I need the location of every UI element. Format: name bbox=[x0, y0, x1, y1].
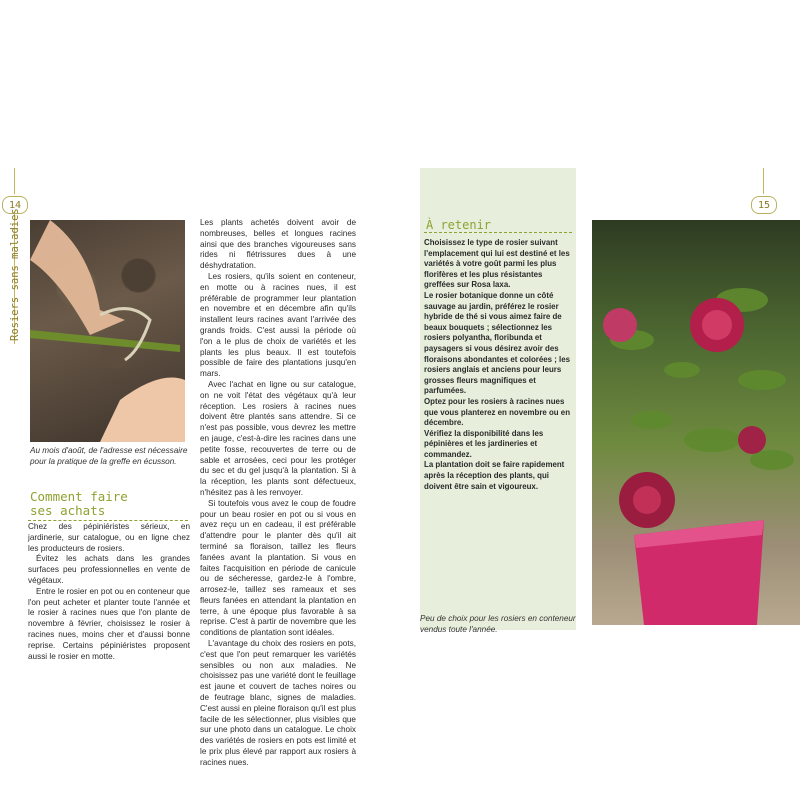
rose-photo-illustration bbox=[592, 220, 800, 625]
retenir-title: À retenir bbox=[426, 218, 492, 232]
graft-photo bbox=[30, 220, 185, 442]
section-title-rule bbox=[28, 520, 188, 521]
graft-photo-caption: Au mois d'août, de l'adresse est nécessaire pour la pratique de la greffe en écusson. bbox=[30, 446, 188, 466]
retenir-paragraph: La plantation doit se faire rapidement après la réception des plants, qui doivent être sain et vigoureux. bbox=[424, 460, 565, 491]
paragraph: Avec l'achat en ligne ou sur catalogue, on ne voit l'état des végétaux qu'à leur réception. Les rosiers à racines nues doivent être plantés sans attendre. Si ce n'est pas possible, vous devrez les mettre en jauge, c'est-à-dire les racines dans une petite fosse, recouvertes de terre ou de sable et arrosées, ceci pour les protéger du sec et du gel jusqu'à la plantation. Si à la réception, les plants sont défectueux, n'hésitez pas à les renvoyer. bbox=[200, 379, 356, 497]
section-title bbox=[30, 490, 128, 518]
retenir-paragraph: Le rosier botanique donne un côté sauvage au jardin, préférez le rosier hybride de thé si vous aimez faire de beaux bouquets ; sélectionnez les rosiers polyantha, floribunda et paysagers si vous désirez avoir des floraisons abondantes et colorées ; les rosiers anglais et anciens pour leurs grosses fleurs magnifiques et parfumées. bbox=[424, 290, 571, 396]
page-number-badge-right bbox=[751, 196, 777, 214]
section-title-line2: ses achats bbox=[30, 503, 106, 518]
section-title-line1: Comment faire bbox=[30, 489, 128, 504]
graft-photo-illustration bbox=[30, 220, 185, 442]
paragraph: Entre le rosier en pot ou en conteneur que l'on peut acheter et planter toute l'année et le rosier à racines nues que l'on plante de novembre à février, choisissez le rosier à racines nues, moins cher et d'aussi bonne reprise. Certains pépiniéristes proposent aussi le rosier en motte. bbox=[28, 586, 190, 661]
retenir-rule bbox=[424, 232, 572, 233]
paragraph: Les plants achetés doivent avoir de nombreuses, belles et longues racines ainsi que des branches vigoureuses sans rides ni flétrissures dues à une déshydratation. bbox=[200, 218, 356, 271]
retenir-paragraph: Vérifiez la disponibilité dans les pépinières et les jardineries et commandez. bbox=[424, 428, 544, 459]
retenir-paragraph: Optez pour les rosiers à racines nues que vous planterez en novembre ou en décembre. bbox=[424, 396, 571, 428]
running-head bbox=[2, 208, 22, 345]
rose-photo-caption: Peu de choix pour les rosiers en conteneur vendus toute l'année. bbox=[420, 614, 576, 634]
page-number: 14 bbox=[8, 199, 22, 211]
paragraph: Évitez les achats dans les grandes surfaces peu professionnelles en vente de végétaux. bbox=[28, 554, 190, 585]
left-column-2 bbox=[200, 218, 356, 769]
running-head-text: Rosiers sans maladies bbox=[9, 208, 21, 341]
left-column-1 bbox=[28, 522, 190, 662]
rose-photo bbox=[592, 220, 800, 625]
retenir-paragraph: Choisissez le type de rosier suivant l'emplacement qui lui est destiné et les variétés à votre goût parmi les plus florifères et les plus résistantes greffées sur Rosa laxa. bbox=[424, 238, 570, 290]
page-number-right: 15 bbox=[757, 199, 771, 211]
page-number-rule-top bbox=[14, 168, 15, 194]
paragraph: Les rosiers, qu'ils soient en conteneur, en motte ou à racines nues, il est préférable de programmer leur plantation en novembre et en décembre afin qu'ils installent leurs racines avant l'arrivée des grands froids. C'est aussi la période où l'on a le plus de choix de variétés et les plants les plus beaux. Il est toutefois possible de faire des plantations jusqu'en mars. bbox=[200, 271, 356, 379]
retenir-text bbox=[424, 238, 572, 492]
paragraph: Si toutefois vous avez le coup de foudre pour un beau rosier en pot ou si vous en avez reçu un en cadeau, il est préférable d'attendre pour le planter dès qu'il ait terminé sa floraison, taillez les fleurs fanées avant la plantation. Si vous en faites l'acquisition en période de canicule ou de sécheresse, gardez-le à l'ombre, arrosez-le, taillez ses rameaux et ses fleurs fanées en attendant la plantation en terre, à une époque plus favorable à sa reprise. C'est à partir de novembre que les conditions de plantation sont idéales. bbox=[200, 498, 356, 638]
page-number-rule-top-right bbox=[763, 168, 764, 194]
paragraph: L'avantage du choix des rosiers en pots, c'est que l'on peut remarquer les variétés sensibles ou non aux maladies. Ne choisissez pas une variété dont le feuillage est jaune et couvert de taches noires ou de feutrage blanc, signes de maladies. C'est aussi en pleine floraison qu'il est plus facile de les sélectionner, plus visibles que sur une photo dans un catalogue. Le choix des variétés de rosiers en pots est limité et le prix plus élevé par rapport aux rosiers à racines nues. bbox=[200, 639, 356, 767]
paragraph: Chez des pépiniéristes sérieux, en jardinerie, sur catalogue, ou en ligne chez les producteurs de rosiers. bbox=[28, 522, 190, 553]
